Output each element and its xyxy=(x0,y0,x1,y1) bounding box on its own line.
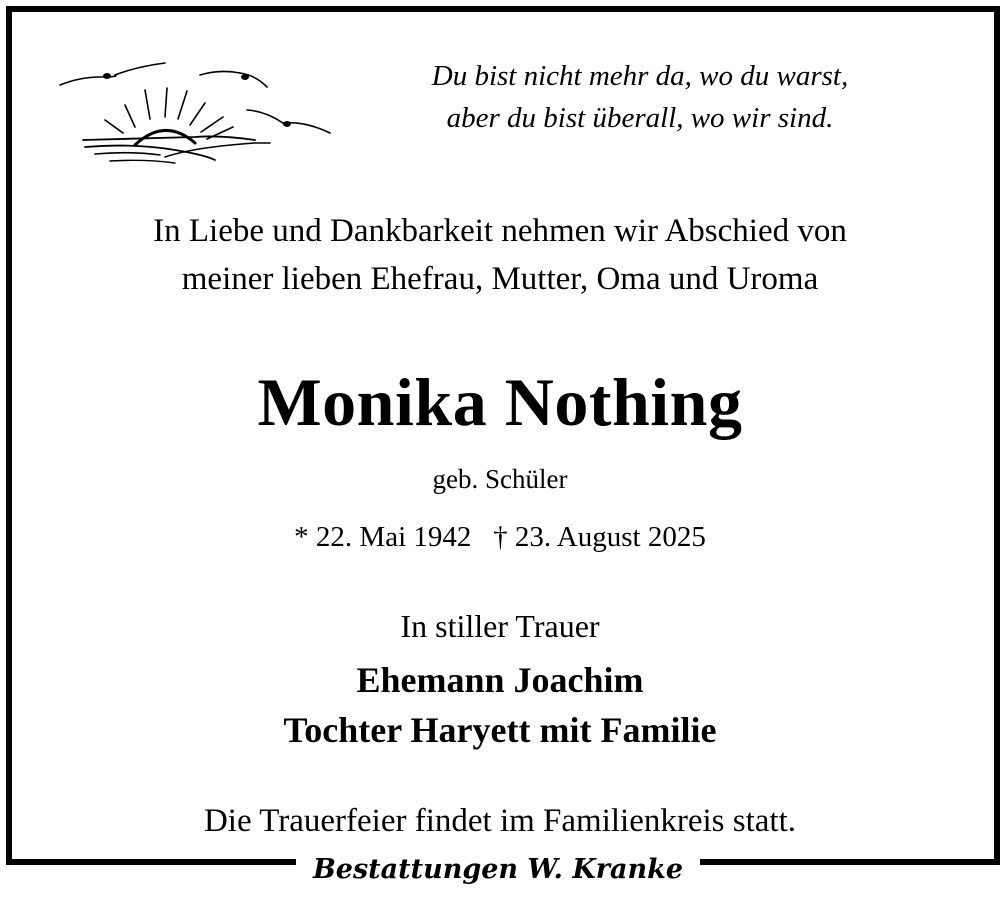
mourners-list xyxy=(0,655,1000,755)
birth-name: geb. Schüler xyxy=(432,464,568,494)
motto-line-2: aber du bist überall, wo wir sind. xyxy=(446,102,834,134)
motto-quote xyxy=(360,55,920,139)
mourner-2: Tochter Haryett mit Familie xyxy=(283,710,717,750)
mourner-1: Ehemann Joachim xyxy=(356,660,644,700)
undertaker-credit: Bestattungen W. Kranke xyxy=(296,848,700,892)
farewell-intro xyxy=(0,207,1000,303)
intro-line-1: In Liebe und Dankbarkeit nehmen wir Abschied von xyxy=(153,213,847,249)
bottom-rule-left xyxy=(6,859,296,865)
mourning-intro: In stiller Trauer xyxy=(400,608,600,644)
motto-line-1: Du bist nicht mehr da, wo du warst, xyxy=(431,60,849,92)
sunset-with-birds-icon xyxy=(55,55,340,170)
intro-line-2: meiner lieben Ehefrau, Mutter, Oma und Uroma xyxy=(181,261,819,297)
deceased-name: Monika Nothing xyxy=(257,364,743,440)
ceremony-note: Die Trauerfeier findet im Familienkreis statt. xyxy=(203,803,797,839)
bottom-rule-right xyxy=(700,859,994,865)
life-dates: * 22. Mai 1942 † 23. August 2025 xyxy=(294,521,706,553)
